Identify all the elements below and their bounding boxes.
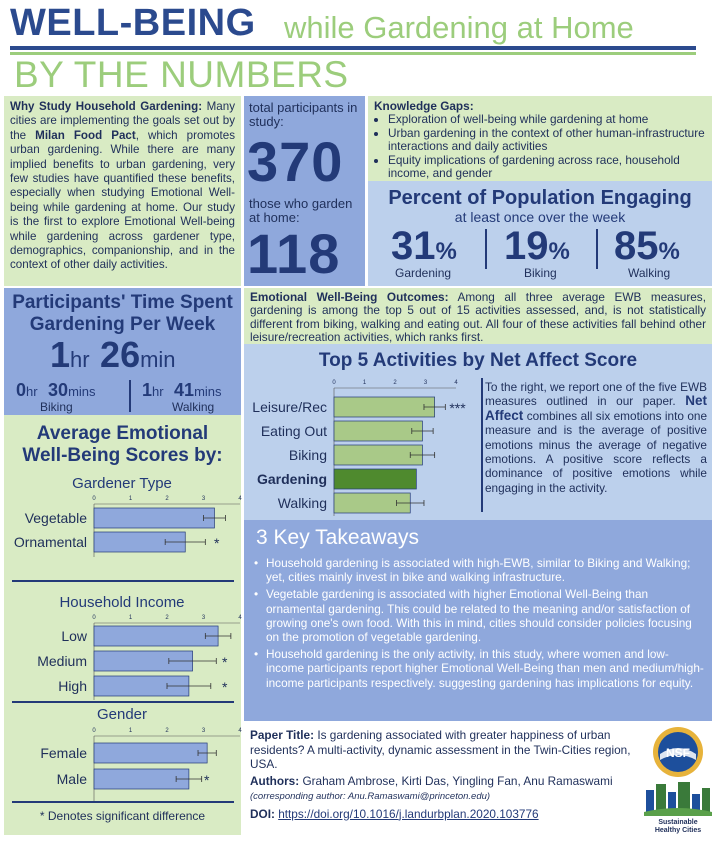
x-tick-label: 0 [332,380,336,386]
nsf-logo [646,724,710,780]
category-label: Medium [37,653,87,669]
garden-at-home-label: those who garden at home: [249,196,353,225]
category-label: Female [40,745,87,761]
net-affect-description [485,380,707,495]
bar [334,445,422,465]
significance-marker: * [214,535,220,551]
net-affect-intro: To the right, we report one of the five EWB measures outlined in our paper. [485,380,707,409]
bar [94,743,207,763]
walk-time-label: Walking [172,400,215,414]
takeaway-item: • Household gardening is the only activity, in this study, where women and low-income participants report higher Emotional Well-Being than men and medium/high-income participants respectively. suggesting gardening has implications for equity. [254,647,706,690]
paper-doi-line: DOI: https://doi.org/10.1016/j.landurbplan.2020.103776 [250,806,539,821]
pct-divider [596,229,598,269]
city-icon [644,782,712,816]
category-label: Gardening [256,471,327,487]
shc-line-1: Sustainable [658,819,698,826]
takeaways-title: 3 Key Takeaways [256,526,420,549]
paper-info-box [244,722,644,837]
bar [334,397,435,417]
x-tick-label: 4 [238,728,242,734]
doi-link[interactable]: https://doi.org/10.1016/j.landurbplan.2020.103776 [278,806,539,821]
pct-walking-value: 85% [614,224,680,268]
key-takeaways-box [244,520,712,721]
gap-item: • Equity implications of gardening across race, household income, and gender [388,154,706,181]
bar [334,469,416,489]
why-text-2: , which promotes urban gardening. While there are many implied benefits to urban gardening, very few studies have quantified these benefits, especially when studying Emotional Well-being while gardening at home. Our study is the first to explore Emotional Well-being while gardening across gardener type, demographics, companionship, and in the context of other daily activities. [10,128,235,272]
category-label: Low [61,628,87,644]
significance-marker: * [222,654,228,670]
percent-title: Percent of Population Engaging [388,187,692,209]
title-subtitle: while Gardening at Home [284,10,634,45]
section-divider [12,801,234,803]
top5-chart [244,374,484,520]
title-main: WELL-BEING [10,2,256,44]
time-divider [129,380,131,412]
category-label: Leisure/Rec [252,399,327,415]
x-tick-label: 3 [423,380,428,386]
paper-authors: Graham Ambrose, Kirti Das, Yingling Fan, Anu Ramaswami [302,773,613,788]
time-title-2: Gardening Per Week [29,314,216,335]
chart-title: Gender [96,706,148,723]
category-label: Biking [288,447,327,463]
net-affect-term: Net Affect [485,393,708,423]
gap-item: • Urban gardening in the context of other human-infrastructure interactions and daily activities [388,127,706,154]
paper-title-line: Paper Title: Is gardening associated with greater happiness of urban residents? A multi-activity, dynamic assessment in the Twin-Cities region, USA. [250,728,631,771]
gaps-heading: Knowledge Gaps: [374,99,474,113]
pct-gardening-label: Gardening [395,266,452,280]
ewb-text: Among all three average EWB measures, gardening is among the top 5 out of 15 activities assessed, and, is not statistically different from biking, walking and eating out. All four of these activities fall behind other leisure/recreation activities, which ranks first. [250,290,706,344]
pct-divider [485,229,487,269]
bike-time-value: 0hr 30mins [16,380,96,400]
net-affect-definition: combines all six emotions into one measure and is the average of positive emotions minus the average of negative emotions. A positive score reflects a dominance of positive emotions while engaging in the activity. [485,408,708,495]
x-tick-label: 0 [92,496,96,502]
ewb-heading: Emotional Well-Being Outcomes: [250,290,449,304]
garden-time-value: 1hr 26min [50,334,176,375]
walk-time-value: 1hr 41mins [142,380,222,400]
gardener-type-chart [4,473,241,583]
takeaway-item: • Vegetable gardening is associated with higher Emotional Well-Being than ornamental gardening. This could be related to the meaning and/or satisfaction of growing one's own food. With this in mind, cities should consider policies focusing on the promotion of vegetable gardening. [254,587,706,644]
significance-marker: *** [449,400,466,416]
garden-at-home-value: 118 [247,222,341,285]
sustainable-healthy-cities-logo [640,778,716,834]
average-ewb-box [4,415,241,835]
chart-title: Gardener Type [72,475,172,492]
ewb-outcomes-box [244,288,712,344]
header-rule-blue [10,46,696,50]
bar [94,508,214,528]
x-tick-label: 4 [238,496,242,502]
category-label: Ornamental [13,534,87,550]
bar [334,421,422,441]
category-label: Vegetable [24,510,87,526]
why-text-1: Many cities are implementing the goals set out by the [10,100,235,142]
top5-title: Top 5 Activities by Net Affect Score [318,350,638,371]
corresponding-author: (corresponding author: Anu.Ramaswami@princeton.edu) [250,791,491,802]
pct-biking-label: Biking [524,266,557,280]
time-title-1: Participants' Time Spent [12,292,233,313]
top5-box [244,344,712,520]
category-label: Eating Out [260,423,327,439]
milan-food-pact: Milan Food Pact [35,128,136,142]
x-tick-label: 4 [238,615,242,621]
x-tick-label: 2 [393,380,397,386]
pct-gardening-value: 31% [391,224,457,268]
significance-footnote: * Denotes significant difference [39,809,206,823]
pct-biking-value: 19% [504,224,570,268]
why-study-box [4,96,241,286]
x-tick-label: 3 [201,496,206,502]
pct-walking-label: Walking [628,266,671,280]
x-tick-label: 3 [201,615,206,621]
takeaway-item: • Household gardening is associated with high-EWB, similar to Biking and Walking; yet, cities mainly invest in bike and walking infrastructure. [254,556,706,584]
why-heading: Why Study Household Gardening: [10,100,203,113]
x-tick-label: 1 [128,615,133,621]
x-tick-label: 0 [92,615,96,621]
x-tick-label: 2 [165,496,169,502]
household-income-chart [4,578,241,706]
x-tick-label: 3 [201,728,206,734]
category-label: Male [56,771,87,787]
paper-title: Is gardening associated with greater happiness of urban residents? A multi-activity, dynamic assessment in the Twin-Cities region, USA. [250,728,631,771]
participant-totals-box [244,96,365,286]
x-tick-label: 1 [128,496,133,502]
shc-line-2: Healthy Cities [654,827,702,834]
category-label: Walking [277,495,327,511]
total-participants-value: 370 [247,130,344,193]
x-tick-label: 2 [165,728,169,734]
x-tick-label: 1 [128,728,133,734]
knowledge-gaps-box [368,96,712,181]
bike-time-label: Biking [40,400,73,414]
x-tick-label: 0 [92,728,96,734]
avg-title-1: Average Emotional [36,423,209,444]
gap-item: • Exploration of well-being while gardening at home [388,113,706,126]
top5-divider [481,378,483,512]
bar [94,769,189,789]
nsf-text: NSF [666,746,690,760]
significance-marker: * [204,772,210,788]
percent-subtitle: at least once over the week [454,209,626,225]
paper-authors-line: Authors: Graham Ambrose, Kirti Das, Yingling Fan, Anu Ramaswami (corresponding author: Anu.Ramaswami@princeton.edu) [250,773,613,802]
category-label: High [58,678,87,694]
section-divider [12,701,234,703]
avg-title-2: Well-Being Scores by: [22,445,223,466]
x-tick-label: 1 [362,380,367,386]
time-spent-box [4,288,241,415]
significance-marker: * [222,679,228,695]
x-tick-label: 4 [454,380,458,386]
bar [94,626,218,646]
chart-title: Household Income [59,594,185,611]
total-participants-label: total participants in study: [249,100,358,129]
x-tick-label: 2 [165,615,169,621]
title-by-the-numbers: BY THE NUMBERS [14,54,349,95]
gender-chart [4,705,241,805]
